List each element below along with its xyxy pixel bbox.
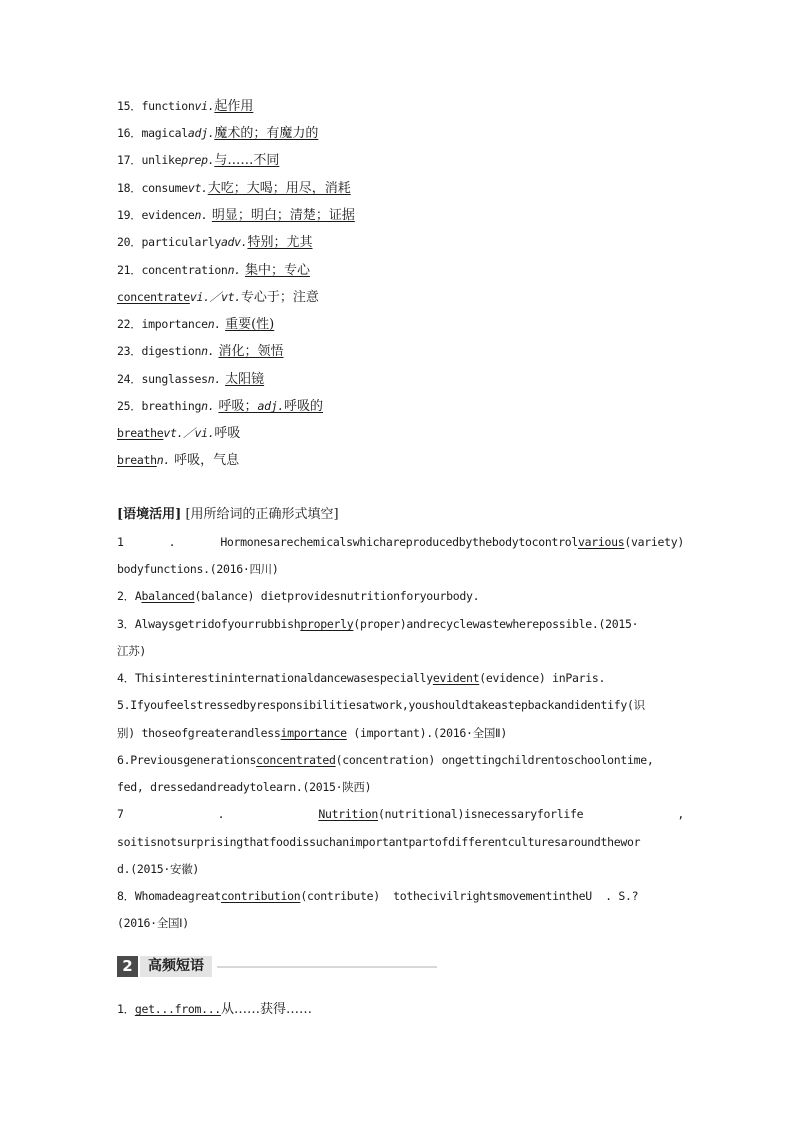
- vocab-item: [117, 289, 684, 306]
- vocab-meaning: 呼吸，气息: [174, 453, 240, 468]
- answer-blank: contribution: [220, 889, 301, 903]
- answer-blank: importance: [280, 726, 347, 740]
- vocab-word: magical: [141, 126, 188, 140]
- vocab-word: function: [141, 99, 195, 113]
- vocab-item: [117, 234, 684, 251]
- answer-blank: balanced: [141, 589, 195, 603]
- part-of-speech: n.: [194, 208, 208, 222]
- item-number: 21．: [117, 263, 142, 277]
- vocab-item: [117, 452, 684, 469]
- part-of-speech: vi.／vt.: [189, 290, 241, 304]
- vocab-meaning: 集中；专心: [244, 263, 310, 278]
- vocab-item: [117, 398, 684, 415]
- vocab-word: unlike: [141, 153, 182, 167]
- sentence-text: (important).(2016·全国Ⅱ): [346, 726, 508, 740]
- answer-blank: evident: [432, 671, 480, 685]
- sentence-text: 6.Previousgenerations: [117, 753, 257, 767]
- vocab-word: importance: [141, 317, 208, 331]
- sentence-text: (evidence) inParis.: [479, 671, 606, 685]
- item-number: 18．: [117, 181, 142, 195]
- vocab-item: [117, 207, 684, 224]
- sentence-text: (nutritional)isnecessaryforlife: [377, 807, 584, 821]
- item-number: 23．: [117, 344, 142, 358]
- part-of-speech: n.: [201, 399, 215, 413]
- part-of-speech: n.: [156, 453, 170, 467]
- exercise-1: [117, 534, 684, 550]
- sentence-text: 别) thoseofgreaterandless: [117, 726, 281, 740]
- section-2-heading: [117, 956, 437, 978]
- exercise-7-cont: soitisnotsurprisingthatfoodissuchanimportantpartofdifferentculturesaroundthewor: [117, 835, 641, 849]
- vocab-word: concentrate: [117, 290, 190, 304]
- vocab-word: breathing: [141, 399, 202, 413]
- exercise-3-cont: 江苏): [117, 644, 147, 658]
- item-number: 1．: [117, 1002, 135, 1016]
- vocab-meaning: 大吃；大喝；用尽，消耗: [207, 181, 351, 196]
- item-dot: .: [168, 535, 176, 549]
- vocab-word: breathe: [117, 426, 164, 440]
- vocab-item: [117, 152, 684, 169]
- phrase-item: [117, 1001, 684, 1018]
- section-title: 高频短语: [140, 956, 212, 977]
- part-of-speech: adj.: [257, 399, 284, 413]
- sentence-text: (variety): [624, 535, 684, 549]
- vocab-word: concentration: [141, 263, 228, 277]
- exercise-6-cont: fed, dressedandreadytolearn.(2015·陕西): [117, 780, 372, 794]
- item-number: 17．: [117, 153, 142, 167]
- vocab-item: [117, 180, 684, 197]
- vocab-word: digestion: [141, 344, 202, 358]
- item-number: 24．: [117, 372, 142, 386]
- part-of-speech: n.: [201, 344, 215, 358]
- sentence-text: 3．Alwaysgetridofyourrubbish: [117, 617, 301, 631]
- phrase-meaning: 从……获得……: [220, 1002, 312, 1017]
- vocab-meaning: 明显；明白；清楚；证据: [211, 208, 355, 223]
- item-number: 7: [117, 807, 124, 821]
- vocab-meaning: 呼吸: [214, 426, 241, 441]
- answer-blank: concentrated: [256, 753, 336, 767]
- vocab-item: [117, 98, 684, 115]
- part-of-speech: n.: [207, 372, 221, 386]
- sentence-text: 4．Thisinterestininternationaldancewasespecially: [117, 671, 433, 685]
- vocab-meaning: 起作用: [214, 99, 254, 114]
- sentence-text: (concentration) ongettingchildrentoschoolontime,: [335, 753, 654, 767]
- item-number: 25．: [117, 399, 142, 413]
- section-number: 2: [117, 956, 138, 977]
- exercise-7-cont: d.(2015·安徽): [117, 862, 200, 876]
- exercise-6: [117, 752, 684, 768]
- vocab-meaning: 魔术的；有魔力的: [214, 126, 319, 141]
- vocab-word: breath: [117, 453, 157, 467]
- exercise-header: [117, 507, 684, 523]
- part-of-speech: vi.: [194, 99, 215, 113]
- part-of-speech: adv.: [220, 235, 248, 249]
- vocab-word: particularly: [141, 235, 221, 249]
- vocab-item: [117, 425, 684, 442]
- vocab-word: consume: [141, 181, 188, 195]
- sentence-text: Hormonesarechemicalswhichareproducedbythebodytocontrol: [220, 535, 578, 549]
- exercise-8-cont: (2016·全国Ⅰ): [117, 916, 189, 930]
- item-number: 1: [117, 535, 124, 549]
- vocab-meaning: 专心于；注意: [240, 290, 319, 305]
- vocab-meaning: 特别；尤其: [247, 235, 313, 250]
- item-comma: ,: [677, 807, 684, 821]
- vocab-item: [117, 262, 684, 279]
- exercise-3: [117, 616, 684, 632]
- part-of-speech: adj.: [187, 126, 215, 140]
- sentence-text: (contribute) tothecivilrightsmovementintheU . S.?: [300, 889, 639, 903]
- exercise-7: [117, 806, 684, 822]
- sentence-text: 2．A: [117, 589, 142, 603]
- part-of-speech: vt.／vi.: [163, 426, 215, 440]
- vocab-meaning: 消化；领悟: [218, 344, 284, 359]
- item-number: 15．: [117, 99, 142, 113]
- section-instruction: [用所给词的正确形式填空]: [185, 507, 339, 522]
- vocab-meaning: 太阳镜: [225, 372, 265, 387]
- exercise-2: [117, 588, 684, 604]
- vocab-word: sunglasses: [141, 372, 208, 386]
- vocab-item: [117, 316, 684, 333]
- phrase-text: get...from...: [134, 1002, 221, 1016]
- part-of-speech: n.: [227, 263, 241, 277]
- vocab-item: [117, 125, 684, 142]
- item-number: 19．: [117, 208, 142, 222]
- item-dot: .: [217, 807, 225, 821]
- part-of-speech: n.: [207, 317, 221, 331]
- answer-blank: various: [578, 535, 625, 549]
- vocab-meaning: 与……不同: [214, 153, 280, 168]
- vocab-item: [117, 371, 684, 388]
- vocab-word: evidence: [141, 208, 195, 222]
- item-number: 20．: [117, 235, 142, 249]
- vocab-meaning: 呼吸的: [283, 399, 323, 414]
- item-number: 22．: [117, 317, 142, 331]
- exercise-1-cont: bodyfunctions.(2016·四川): [117, 562, 279, 576]
- answer-blank: Nutrition: [318, 807, 378, 821]
- exercise-5-cont: [117, 725, 684, 741]
- exercise-4: [117, 670, 684, 686]
- part-of-speech: prep.: [181, 153, 215, 167]
- sentence-text: (proper)andrecyclewastewherepossible.(2015·: [353, 617, 639, 631]
- sentence-text: 8．Whomadeagreat: [117, 889, 221, 903]
- vocab-meaning: 呼吸；: [218, 399, 258, 414]
- vocab-item: [117, 343, 684, 360]
- vocab-meaning: 重要(性): [225, 317, 275, 332]
- answer-blank: properly: [300, 617, 354, 631]
- part-of-speech: vt.: [187, 181, 208, 195]
- section-divider: [217, 966, 437, 968]
- exercise-8: [117, 888, 684, 904]
- exercise-5: 5.Ifyoufeelstressedbyresponsibilitiesatwork,youshouldtakeastepbackandidentify(识: [117, 698, 645, 712]
- item-number: 16．: [117, 126, 142, 140]
- section-label: [语境活用]: [117, 507, 182, 522]
- sentence-text: (balance) dietprovidesnutritionforyourbody.: [194, 589, 480, 603]
